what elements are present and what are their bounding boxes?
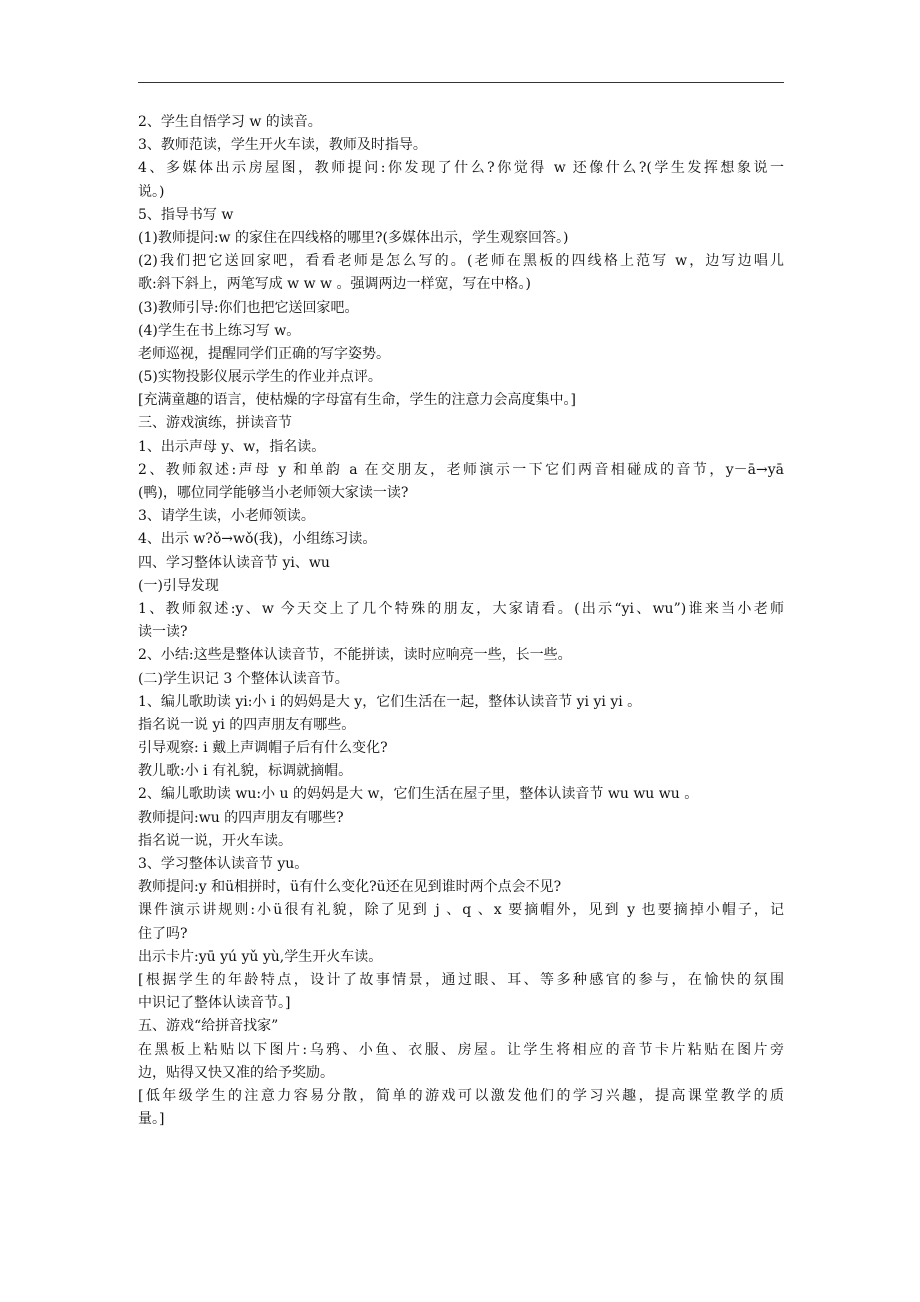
text-line: (一)引导发现: [138, 577, 219, 594]
text-line: (鸭)，哪位同学能够当小老师领大家读一读?: [138, 485, 409, 501]
text-line: 说。): [138, 183, 165, 200]
text-line: 教师提问:y 和ü相拼时，ü有什么变化?ü还在见到谁时两个点会不见?: [138, 879, 562, 896]
document-body: [138, 111, 784, 1131]
text-line: 3、请学生读，小老师领读。: [138, 508, 315, 525]
text-line: 4、多媒体出示房屋图，教师提问:你发现了什么?你觉得 w 还像什么?(学生发挥想象说一: [138, 160, 784, 177]
text-line: 中识记了整体认读音节。]: [138, 995, 291, 1012]
text-line: 5、指导书写 w: [138, 206, 234, 223]
text-line: 五、游戏“给拼音找家”: [138, 1018, 279, 1035]
text-line: 教师提问:wu 的四声朋友有哪些?: [138, 809, 344, 826]
text-line: (2)我们把它送回家吧，看看老师是怎么写的。(老师在黑板的四线格上范写 w，边写边唱儿: [138, 253, 784, 270]
text-line: 出示卡片:yū yú yǔ yù,学生开火车读。: [138, 948, 383, 965]
text-line: 1、编儿歌助读 yi:小 i 的妈妈是大 y，它们生活在一起，整体认读音节 yi yi yi 。: [138, 693, 642, 710]
text-line: (4)学生在书上练习写 w。: [138, 322, 301, 339]
text-line: 课件演示讲规则:小ü很有礼貌，除了见到 j 、q 、x 要摘帽外，见到 y 也要摘掉小帽子，记: [138, 902, 784, 919]
text-line: 四、学习整体认读音节 yi、wu: [138, 554, 330, 571]
text-line: 边，贴得又快又准的给予奖励。: [138, 1064, 334, 1081]
text-line: 歌:斜下斜上，两笔写成 w w w 。强调两边一样宽，写在中格。): [138, 276, 531, 293]
text-line: (5)实物投影仪展示学生的作业并点评。: [138, 369, 382, 386]
text-line: 3、学习整体认读音节 yu。: [138, 856, 309, 872]
text-line: 量。]: [138, 1111, 165, 1128]
text-line: 2、编儿歌助读 wu:小 u 的妈妈是大 w，它们生活在屋子里，整体认读音节 wu wu wu 。: [138, 786, 699, 803]
header-rule: [138, 82, 784, 83]
text-line: 在黑板上粘贴以下图片:乌鸦、小鱼、衣服、房屋。让学生将相应的音节卡片粘贴在图片旁: [138, 1041, 784, 1058]
text-line: [充满童趣的语言，使枯燥的字母富有生命，学生的注意力会高度集中。]: [138, 392, 576, 409]
text-line: 老师巡视，提醒同学们正确的写字姿势。: [138, 345, 390, 362]
text-line: 指名说一说 yi 的四声朋友有哪些。: [138, 716, 356, 733]
text-line: [根据学生的年龄特点，设计了故事情景，通过眼、耳、等多种感官的参与，在愉快的氛围: [138, 971, 784, 988]
text-line: 3、教师范读，学生开火车读，教师及时指导。: [138, 137, 427, 154]
text-line: (1)教师提问:w 的家住在四线格的哪里?(多媒体出示，学生观察回答。): [138, 229, 569, 246]
text-line: 2、教师叙述:声母 y 和单韵 a 在交朋友，老师演示一下它们两音相碰成的音节，y－ā→yā: [138, 461, 784, 478]
text-line: 指名说一说，开火车读。: [138, 832, 292, 849]
text-line: 1、出示声母 y、w，指名读。: [138, 438, 326, 455]
text-line: 引导观察: i 戴上声调帽子后有什么变化?: [138, 740, 388, 757]
text-line: 2、学生自悟学习 w 的读音。: [138, 114, 322, 130]
text-line: 4、出示 w?ǒ→wǒ(我)，小组练习读。: [138, 531, 377, 548]
text-line: 1、教师叙述:y、w 今天交上了几个特殊的朋友，大家请看。(出示“yi、wu”)谁来当小老师: [138, 600, 784, 617]
text-line: (3)教师引导:你们也把它送回家吧。: [138, 299, 359, 316]
text-line: 教儿歌:小 i 有礼貌，标调就摘帽。: [138, 763, 353, 780]
text-line: 读一读?: [138, 624, 188, 641]
text-line: (二)学生识记 3 个整体认读音节。: [138, 670, 349, 687]
text-line: 住了吗?: [138, 925, 188, 942]
text-line: 2、小结:这些是整体认读音节，不能拼读，读时应响亮一些，长一些。: [138, 647, 572, 664]
text-line: 三、游戏演练，拼读音节: [138, 415, 292, 432]
text-line: [低年级学生的注意力容易分散，简单的游戏可以激发他们的学习兴趣，提高课堂教学的质: [138, 1087, 784, 1104]
